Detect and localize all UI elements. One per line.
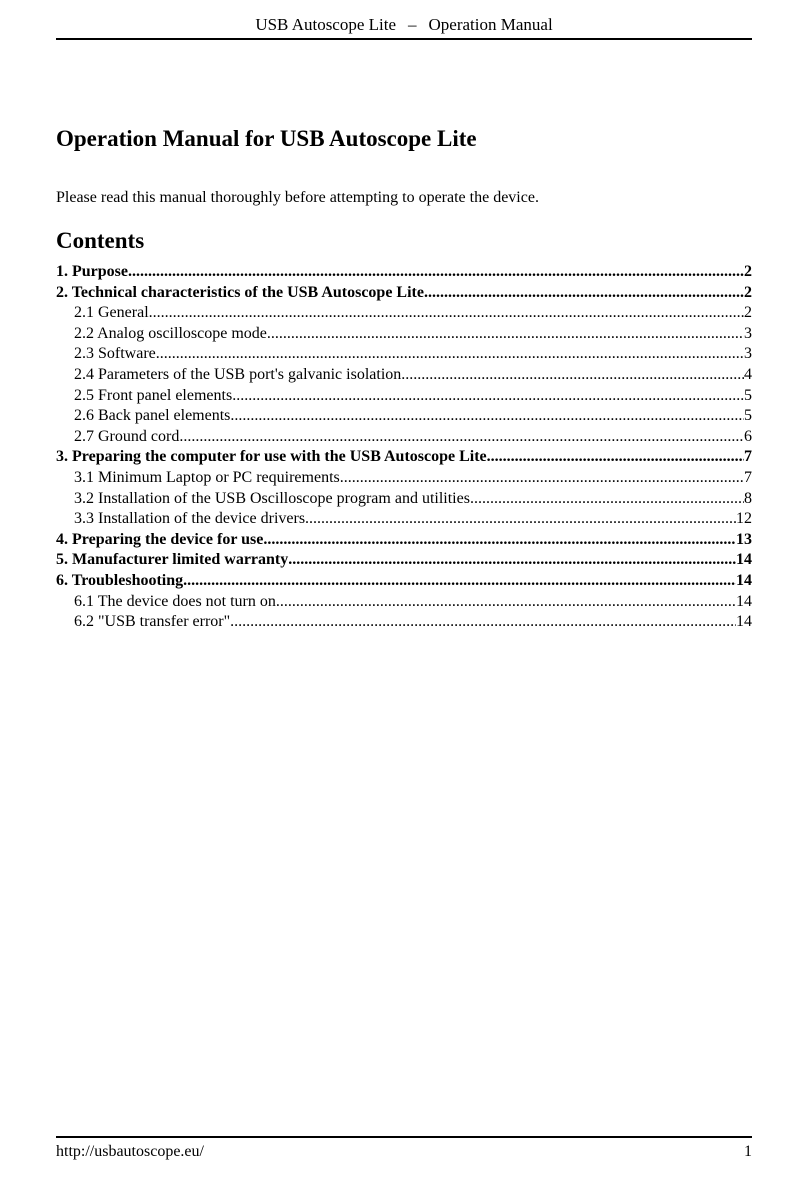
toc-entry[interactable] — [56, 530, 752, 551]
toc-dot-leader — [276, 592, 736, 613]
toc-entry-page: 14 — [736, 613, 752, 631]
document-title: Operation Manual for USB Autoscope Lite — [56, 126, 477, 151]
toc-entry-label: 6. Troubleshooting — [56, 571, 184, 589]
toc-entry[interactable] — [56, 324, 752, 345]
intro-paragraph: Please read this manual thoroughly before attempting to operate the device. — [56, 189, 539, 206]
toc-dot-leader — [424, 283, 744, 304]
table-of-contents — [56, 262, 752, 633]
footer-page-number: 1 — [744, 1143, 752, 1160]
toc-dot-leader — [230, 406, 744, 427]
toc-entry-page: 6 — [744, 427, 752, 445]
contents-heading: Contents — [56, 228, 145, 253]
toc-entry-page: 3 — [744, 345, 752, 363]
toc-entry[interactable] — [56, 612, 752, 633]
toc-entry[interactable] — [56, 427, 752, 448]
toc-entry-label: 3.1 Minimum Laptop or PC requirements — [74, 468, 340, 486]
toc-entry-page: 5 — [744, 407, 752, 425]
toc-entry-label: 2.4 Parameters of the USB port's galvanic isolation — [74, 365, 402, 383]
toc-entry-page: 5 — [744, 386, 752, 404]
toc-entry[interactable] — [56, 406, 752, 427]
toc-dot-leader — [149, 303, 744, 324]
toc-entry-page: 2 — [744, 283, 752, 301]
toc-entry-label: 2.3 Software — [74, 345, 156, 363]
toc-entry-label: 3. Preparing the computer for use with the USB Autoscope Lite — [56, 448, 487, 466]
toc-entry-page: 14 — [736, 571, 752, 589]
toc-dot-leader — [263, 530, 736, 551]
toc-entry[interactable] — [56, 386, 752, 407]
toc-dot-leader — [305, 509, 736, 530]
toc-entry[interactable] — [56, 283, 752, 304]
toc-dot-leader — [230, 612, 736, 633]
toc-dot-leader — [288, 550, 736, 571]
toc-entry-page: 3 — [744, 324, 752, 342]
toc-entry-label: 6.2 "USB transfer error" — [74, 613, 231, 631]
toc-entry-label: 2.6 Back panel elements — [74, 407, 231, 425]
page-footer — [56, 1136, 752, 1162]
footer-url: http://usbautoscope.eu/ — [56, 1143, 204, 1160]
toc-entry-page: 7 — [744, 468, 752, 486]
toc-entry-label: 6.1 The device does not turn on — [74, 592, 276, 610]
toc-entry-label: 4. Preparing the device for use — [56, 530, 264, 548]
toc-dot-leader — [128, 262, 744, 283]
toc-entry-label: 1. Purpose — [56, 263, 128, 280]
header-separator: – — [408, 15, 417, 34]
toc-entry-label: 3.2 Installation of the USB Oscilloscope program and utilities — [74, 489, 470, 507]
toc-entry-page: 2 — [744, 263, 752, 280]
toc-dot-leader — [179, 427, 744, 448]
toc-entry[interactable] — [56, 509, 752, 530]
toc-dot-leader — [156, 344, 744, 365]
toc-entry[interactable] — [56, 447, 752, 468]
toc-dot-leader — [487, 447, 744, 468]
toc-entry-label: 2.1 General — [74, 304, 149, 322]
toc-entry-page: 2 — [744, 304, 752, 322]
toc-entry[interactable] — [56, 571, 752, 592]
toc-entry-page: 14 — [736, 592, 752, 610]
toc-entry-page: 13 — [736, 530, 752, 548]
toc-entry[interactable] — [56, 592, 752, 613]
toc-entry[interactable] — [56, 550, 752, 571]
toc-entry[interactable] — [56, 262, 752, 283]
header-product-name: USB Autoscope Lite — [255, 15, 397, 34]
toc-entry-label: 5. Manufacturer limited warranty — [56, 551, 289, 569]
toc-entry[interactable] — [56, 365, 752, 386]
toc-dot-leader — [183, 571, 736, 592]
toc-entry-label: 3.3 Installation of the device drivers — [74, 510, 306, 528]
toc-entry-page: 12 — [736, 510, 752, 528]
toc-entry-page: 4 — [744, 365, 752, 383]
toc-entry-page: 7 — [744, 448, 752, 466]
toc-entry-page: 14 — [736, 551, 752, 569]
toc-entry[interactable] — [56, 344, 752, 365]
toc-dot-leader — [340, 468, 744, 489]
header-document-type: Operation Manual — [428, 15, 553, 34]
toc-dot-leader — [267, 324, 744, 345]
toc-dot-leader — [401, 365, 744, 386]
page-header — [56, 14, 752, 40]
toc-dot-leader — [232, 386, 744, 407]
toc-entry-label: 2.5 Front panel elements — [74, 386, 233, 404]
toc-entry[interactable] — [56, 303, 752, 324]
toc-entry-label: 2.2 Analog oscilloscope mode — [74, 324, 267, 342]
toc-entry[interactable] — [56, 468, 752, 489]
toc-entry-label: 2.7 Ground cord — [74, 427, 180, 445]
toc-entry-page: 8 — [744, 489, 752, 507]
toc-entry[interactable] — [56, 489, 752, 510]
toc-entry-label: 2. Technical characteristics of the USB Autoscope Lite — [56, 283, 424, 301]
toc-dot-leader — [470, 489, 744, 510]
